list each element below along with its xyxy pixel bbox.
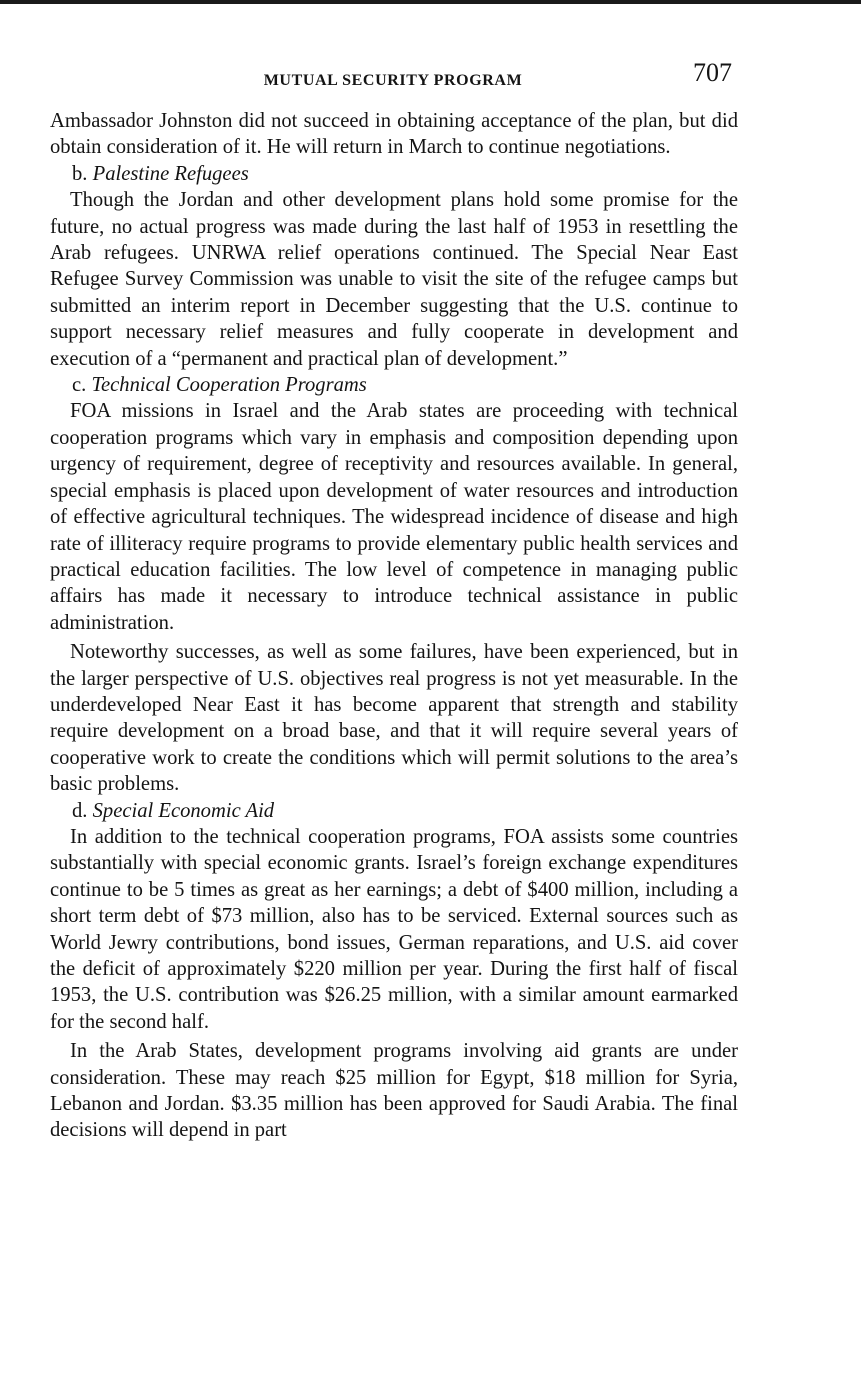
paragraph: In the Arab States, development programs involving aid grants are under consideration. These may reach $25 million for Egypt, $18 million for Syria, Lebanon and Jordan. $3.35 million has been approved for Saudi Arabia. The final decisions will depend in part [50,1040,738,1142]
section-title: Special Economic Aid [92,799,275,822]
top-rule [0,0,861,4]
section-marker: d. [72,799,88,822]
section-title: Palestine Refugees [92,162,249,185]
paragraph: FOA missions in Israel and the Arab states are proceeding with technical cooperation programs which vary in emphasis and composition depending upon urgency of requirement, degree of receptivity and resources available. In general, special emphasis is placed upon development of water resources and introduction of effective agricultural techniques. The widespread incidence of disease and high rate of illiteracy require programs to provide elementary public health services and practical education facilities. The low level of competence in managing public affairs has made it necessary to introduce technical assistance in public administration. [50,400,738,634]
running-head: MUTUAL SECURITY PROGRAM [263,72,523,89]
paragraph-continued: Ambassador Johnston did not succeed in obtaining acceptance of the plan, but did obtain consideration of it. He will return in March to continue negotiations. [50,110,738,159]
page-number: 707 [693,58,732,87]
paragraph: In addition to the technical cooperation programs, FOA assists some countries substantially with special economic grants. Israel’s foreign exchange expenditures continue to be 5 times as great as her earnings; a debt of $400 million, including a short term debt of $73 million, also has to be serviced. External sources such as World Jewry contributions, bond issues, German reparations, and U.S. aid cover the deficit of approximately $220 million per year. During the first half of fiscal 1953, the U.S. contribution was $26.25 million, with a similar amount earmarked for the second half. [50,825,738,1033]
paragraph: Noteworthy successes, as well as some failures, have been experienced, but in the larger perspective of U.S. objectives real progress is not yet measurable. In the underdeveloped Near East it has become apparent that strength and stability require development on a broad base, and that it will require several years of cooperative work to create the conditions which will permit solutions to the area’s basic problems. [50,641,738,796]
section-title: Technical Cooperation Programs [91,374,367,397]
section-heading-technical-cooperation [50,372,738,398]
paragraph: Though the Jordan and other development plans hold some promise for the future, no actual progress was made during the last half of 1953 in resettling the Arab refugees. UNRWA relief operations continued. The Special Near East Refugee Survey Commission was unable to visit the site of the refugee camps but submitted an interim report in December suggesting that the U.S. continue to support necessary relief measures and fully cooperate in development and execution of a “permanent and practical plan of development.” [50,189,738,370]
section-marker: b. [72,162,88,185]
section-heading-palestine-refugees [50,161,738,187]
page-header [48,58,738,98]
body-text [50,108,738,1144]
section-heading-special-economic-aid [50,798,738,824]
section-marker: c. [72,374,87,397]
